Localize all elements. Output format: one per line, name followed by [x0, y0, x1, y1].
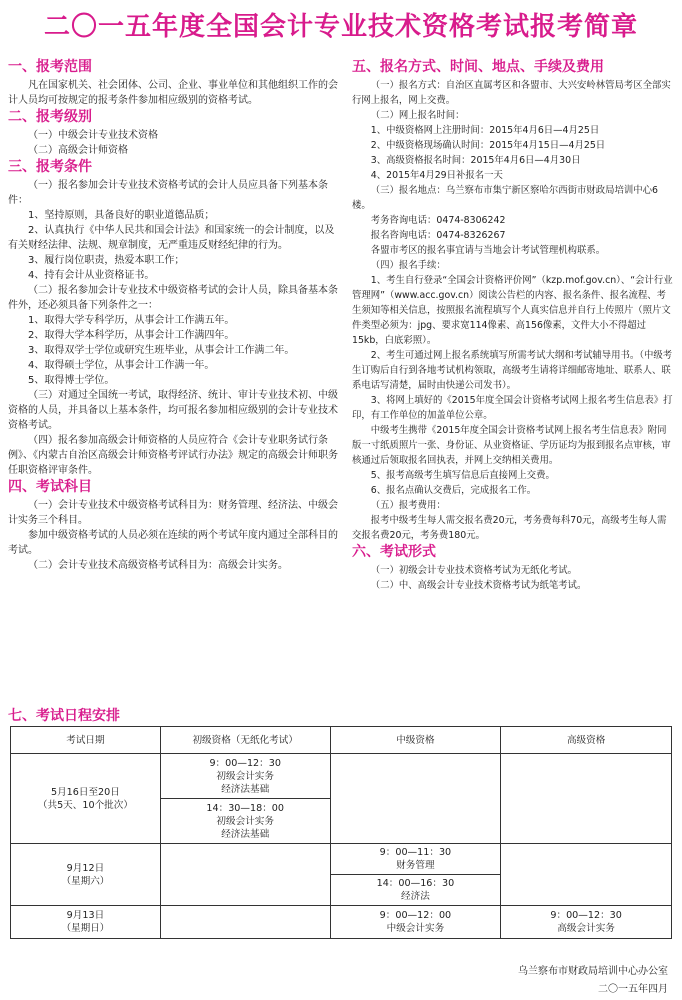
- procedure-step: 5、报考高级考生填写信息后直接网上交费。: [370, 470, 555, 481]
- procedure-step: 1、考生自行登录“全国会计资格评价网”（kzp.mof.gov.cn）、“会计行业管理网”（www.acc.gov.cn）阅读公告栏的内容、报名条件、报名流程、考生须知等相关信息，按照报名流程填写个人真实信息并自行上传照片（照片文件类型必须为：jpg、要求宽114像素、高156像素，文件大小不得超过15kb，白底彩照）。: [352, 275, 673, 346]
- subject: 财务管理: [396, 860, 435, 871]
- header-cell: 考试日期: [11, 727, 161, 754]
- level-item: （二）高级会计师资格: [28, 145, 128, 156]
- section-3-heading: 三、报考条件: [8, 159, 92, 175]
- subject: 经济法基础: [221, 828, 270, 840]
- session-time: 14：00—16：30: [376, 878, 455, 889]
- date-cell: [11, 844, 161, 906]
- session-cell: [160, 754, 330, 799]
- empty-cell: [330, 754, 501, 844]
- session-time: 9：00—12：30: [550, 910, 622, 921]
- date-line: 9月12日: [66, 862, 105, 874]
- registration-time: 3、高级资格报名时间：2015年4月6日—4月30日: [370, 155, 581, 166]
- table-row: [11, 754, 672, 799]
- exam-schedule-table: [10, 726, 672, 939]
- session-cell: [330, 844, 501, 875]
- mid-condition: 4、取得硕士学位，从事会计工作满一年。: [28, 360, 215, 371]
- date-note: （星期日）: [61, 923, 110, 934]
- session-cell: [330, 875, 501, 906]
- date-line: 9月13日: [66, 910, 105, 921]
- date-note: （共5天、10个批次）: [37, 799, 133, 811]
- mid-condition: 5、取得博士学位。: [28, 375, 115, 386]
- condition-paragraph: （四）报名参加高级会计师资格的人员应符合《会计专业职务试行条例》、《内蒙古自治区高级会计师资格考评试行办法》规定的高级会计师职务任职资格评审条件。: [8, 435, 338, 476]
- session-cell: [330, 906, 501, 939]
- subject: 中级会计实务: [386, 923, 445, 934]
- page-title: 二〇一五年度全国会计专业技术资格考试报考简章: [43, 12, 638, 42]
- session-cell: [501, 906, 672, 939]
- subject: 经济法基础: [221, 783, 270, 795]
- empty-cell: [501, 754, 672, 844]
- empty-cell: [501, 844, 672, 906]
- section-7-heading: 七、考试日程安排: [8, 708, 120, 724]
- header-cell: 初级资格（无纸化考试）: [160, 727, 330, 754]
- subject-paragraph: （一）会计专业技术中级资格考试科目为：财务管理、经济法、中级会计实务三个科目。: [8, 500, 338, 526]
- basic-condition: 4、持有会计从业资格证书。: [28, 270, 155, 281]
- subject: 初级会计实务: [216, 770, 274, 782]
- basic-condition: 3、履行岗位职责，热爱本职工作；: [28, 255, 185, 266]
- table-row: [11, 844, 672, 875]
- date-line: 5月16日至20日: [50, 786, 120, 798]
- basic-condition: 2、认真执行《中华人民共和国会计法》和国家统一的会计制度，以及有关财经法律、法规、规章制度，无严重违反财经纪律的行为。: [8, 225, 335, 251]
- condition-paragraph: （一）报名参加会计专业技术资格考试的会计人员应具备下列基本条件：: [8, 180, 328, 206]
- registration-place: （三）报名地点：乌兰察布市集宁新区察哈尔西街市财政局培训中心6楼。: [352, 185, 659, 211]
- section-1-heading: 一、报考范围: [8, 59, 92, 75]
- procedure-step: 中级考生携带《2015年度全国会计资格考试网上报名考生信息表》附同版一寸纸质照片一张、身份证、从业资格证、学历证均为报到报名点审核，审核通过后领取报名回执表，并网上交纳相关费用。: [352, 425, 671, 466]
- footer-org: 乌兰察布市财政局培训中心办公室: [518, 966, 668, 977]
- mid-condition: 1、取得大学专科学历，从事会计工作满五年。: [28, 315, 235, 326]
- footer-date: 二〇一五年四月: [598, 984, 668, 995]
- date-note: （星期六）: [61, 875, 110, 887]
- section-2-heading: 二、报考级别: [8, 109, 92, 125]
- session-time: 14：30—18：00: [206, 802, 285, 814]
- subject-paragraph: （二）会计专业技术高级资格考试科目为：高级会计实务。: [28, 560, 288, 571]
- section-5-heading: 五、报名方式、时间、地点、手续及费用: [352, 59, 604, 75]
- table-row: [11, 906, 672, 939]
- section-6-heading: 六、考试形式: [352, 544, 436, 560]
- header-cell: 中级资格: [330, 727, 501, 754]
- subject: 高级会计实务: [557, 923, 615, 934]
- registration-method: （一）报名方式：自治区直属考区和各盟市、大兴安岭林管局考区全部实行网上报名，网上交费。: [352, 80, 671, 106]
- condition-paragraph: （二）报名参加会计专业技术中级资格考试的会计人员，除具备基本条件外，还必须具备下列条件之一：: [8, 285, 338, 311]
- session-cell: [160, 799, 330, 844]
- exam-phone: 考务咨询电话：0474-8306242: [370, 215, 506, 226]
- other-regions-note: 各盟市考区的报名事宜请与当地会计考试管理机构联系。: [370, 245, 606, 256]
- empty-cell: [160, 844, 330, 906]
- procedure-step: 3、将网上填好的《2015年度全国会计资格考试网上报名考生信息表》打印，有工作单位的加盖单位公章。: [352, 395, 673, 421]
- condition-paragraph: （三）对通过全国统一考试，取得经济、统计、审计专业技术初、中级资格的人员，并具备以上基本条件，均可报名参加相应级别的会计专业技术资格考试。: [8, 390, 338, 431]
- section-4-heading: 四、考试科目: [8, 479, 92, 495]
- exam-form-item: （一）初级会计专业技术资格考试为无纸化考试。: [370, 565, 578, 576]
- header-cell: 高级资格: [501, 727, 672, 754]
- section-1-text: 凡在国家机关、社会团体、公司、企业、事业单位和其他组织工作的会计人员均可按规定的报考条件参加相应级别的资格考试。: [8, 80, 338, 106]
- registration-time: 2、中级资格现场确认时间：2015年4月15日—4月25日: [370, 140, 606, 151]
- session-time: 9：00—12：30: [209, 757, 281, 769]
- right-column: [352, 58, 674, 593]
- subject: 初级会计实务: [216, 815, 274, 827]
- empty-cell: [160, 906, 330, 939]
- subject: 经济法: [401, 891, 430, 902]
- date-cell: [11, 754, 161, 844]
- fee-title: （五）报考费用：: [370, 500, 446, 511]
- registration-time-title: （二）网上报名时间：: [370, 110, 465, 121]
- session-time: 9：00—11：30: [379, 847, 452, 858]
- level-item: （一）中级会计专业技术资格: [28, 130, 158, 141]
- left-column: [8, 58, 338, 573]
- procedure-step: 2、考生可通过网上报名系统填写所需考试大纲和考试辅导用书。（中级考生订购后自行到各地考试机构领取，高级考生请将详细邮寄地址、联系人、联系电话写清楚，届时由快递公司发书）。: [352, 350, 673, 391]
- procedure-title: （四）报名手续：: [370, 260, 446, 271]
- basic-condition: 1、坚持原则，具备良好的职业道德品质；: [28, 210, 215, 221]
- registration-time: 1、中级资格网上注册时间：2015年4月6日—4月25日: [370, 125, 600, 136]
- session-time: 9：00—12：00: [379, 910, 452, 921]
- fee-text: 报考中级考生每人需交报名费20元，考务费每科70元，高级考生每人需交报名费20元，考务费180元。: [352, 515, 667, 541]
- exam-form-item: （二）中、高级会计专业技术资格考试为纸笔考试。: [370, 580, 587, 591]
- table-header-row: [11, 727, 672, 754]
- registration-phone: 报名咨询电话：0474-8326267: [370, 230, 506, 241]
- subject-paragraph: 参加中级资格考试的人员必须在连续的两个考试年度内通过全部科目的考试。: [8, 530, 338, 556]
- date-cell: [11, 906, 161, 939]
- registration-time: 4、2015年4月29日补报名一天: [370, 170, 503, 181]
- procedure-step: 6、报名点确认交费后，完成报名工作。: [370, 485, 537, 496]
- mid-condition: 3、取得双学士学位或研究生班毕业，从事会计工作满二年。: [28, 345, 295, 356]
- mid-condition: 2、取得大学本科学历，从事会计工作满四年。: [28, 330, 235, 341]
